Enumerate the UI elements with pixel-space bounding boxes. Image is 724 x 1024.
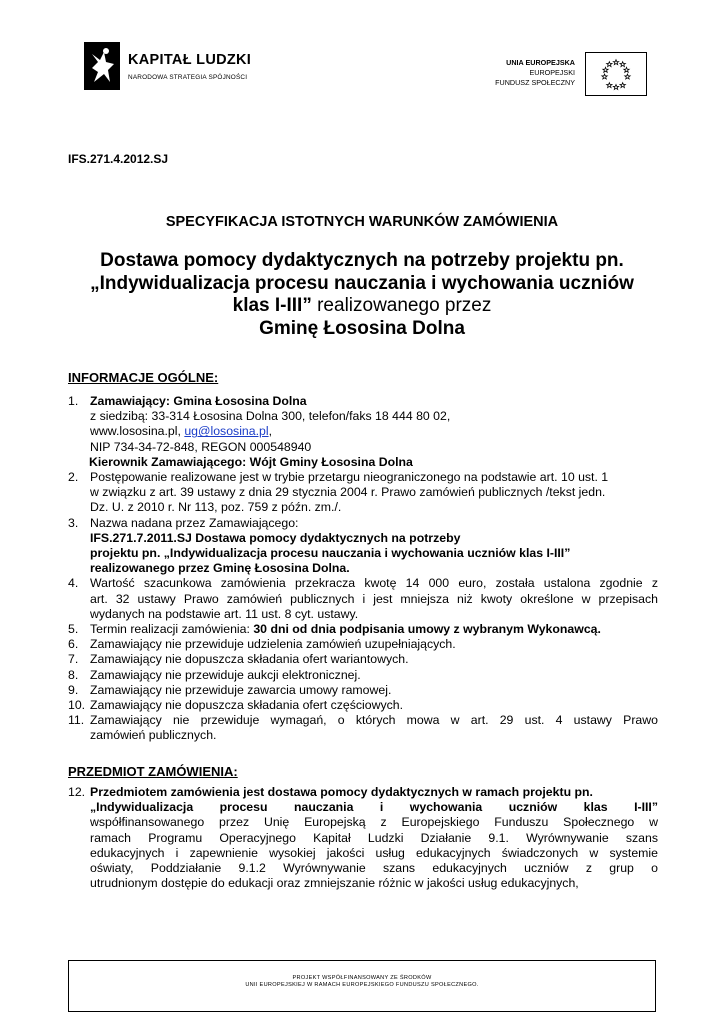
kapital-ludzki-subtitle: NARODOWA STRATEGIA SPÓJNOŚCI (128, 74, 248, 81)
item-text: Zamawiający nie dopuszcza składania ofert wariantowych. (90, 652, 409, 667)
item-text: Zamawiający nie przewiduje wymagań, o których mowa w art. 29 ust. 4 ustawy Prawo (90, 713, 658, 728)
footer-line-2: UNII EUROPEJSKIEJ W RAMACH EUROPEJSKIEGO FUNDUSZU SPOŁECZNEGO. (245, 982, 479, 988)
item-text: Zamawiający nie przewiduje zawarcia umowy ramowej. (90, 682, 392, 697)
item-text: Kierownik Zamawiającego: Wójt Gminy Łososina Dolna (89, 454, 413, 469)
list-item (68, 683, 658, 698)
website-text: www.lososina.pl, (90, 424, 185, 439)
section-heading-general: INFORMACJE OGÓLNE: (68, 370, 219, 385)
item-text: edukacyjnych i zapewnienie wysokiej jakości usług edukacyjnych świadczonych w systemie (90, 845, 658, 860)
list-item (68, 394, 658, 470)
item-text (90, 622, 658, 637)
item-text-label: Termin realizacji zamówienia: (90, 622, 254, 637)
item-text: ramach Programu Operacyjnego Kapitał Ludzki Działanie 9.1. Wyrównywanie szans (90, 830, 658, 845)
item-text-value: 30 dni od dnia podpisania umowy z wybranym Wykonawcą. (253, 622, 601, 637)
title-line-3 (70, 295, 654, 318)
list-item (68, 652, 658, 667)
item-text: Wartość szacunkowa zamówienia przekracza kwotę 14 000 euro, została ustalona zgodnie z (90, 576, 658, 591)
page-footer (68, 960, 656, 1012)
item-text: „Indywidualizacja procesu nauczania i wychowania uczniów klas I-III” (90, 800, 658, 815)
item-number: 5. (68, 622, 79, 637)
title-line-1: Dostawa pomocy dydaktycznych na potrzeby projektu pn. (100, 250, 624, 271)
item-number: 1. (68, 394, 79, 408)
list-item (68, 785, 658, 891)
title-line-3b: realizowanego przez (317, 295, 492, 316)
item-text: NIP 734-34-72-848, REGON 000548940 (90, 439, 312, 454)
item-number: 11. (68, 713, 85, 728)
kapital-ludzki-emblem-icon (84, 42, 120, 90)
eu-flag-icon (585, 52, 647, 96)
comma-text: , (268, 424, 273, 439)
item-text: w związku z art. 39 ustawy z dnia 29 stycznia 2004 r. Prawo zamówień publicznych /tekst jedn. (90, 485, 606, 500)
list-item (68, 622, 658, 637)
section-heading-subject: PRZEDMIOT ZAMÓWIENIA: (68, 764, 238, 779)
general-info-list (68, 394, 658, 744)
eu-logo-text (495, 58, 575, 88)
eu-line-2: EUROPEJSKI (529, 68, 575, 77)
item-text: oświaty, Poddziałanie 9.1.2 Wyrównywanie szans edukacyjnych uczniów z grup o (90, 861, 658, 876)
item-number: 10. (68, 698, 86, 713)
title-line-4: Gminę Łososina Dolna (259, 317, 465, 339)
item-text: IFS.271.7.2011.SJ Dostawa pomocy dydaktycznych na potrzeby (90, 530, 461, 545)
item-number: 2. (68, 470, 79, 485)
item-text: wydanych na podstawie art. 11 ust. 8 cyt. ustawy. (90, 606, 359, 621)
item-number: 8. (68, 667, 79, 682)
list-item (68, 637, 658, 652)
title-line-2: „Indywidualizacja procesu nauczania i wychowania uczniów (90, 272, 634, 294)
item-text: Zamawiający nie dopuszcza składania ofert częściowych. (90, 698, 404, 713)
document-title (70, 250, 654, 340)
item-text (90, 424, 658, 439)
list-item (68, 713, 658, 743)
item-text: z siedzibą: 33-314 Łososina Dolna 300, telefon/faks 18 444 80 02, (90, 409, 451, 424)
list-item (68, 470, 658, 516)
list-item (68, 516, 658, 577)
item-number: 3. (68, 515, 79, 530)
item-text: Dz. U. z 2010 r. Nr 113, poz. 759 z późn. zm./. (90, 500, 342, 515)
subject-list (68, 785, 658, 891)
kapital-ludzki-title: KAPITAŁ LUDZKI (128, 52, 252, 68)
specification-heading: SPECYFIKACJA ISTOTNYCH WARUNKÓW ZAMÓWIENIA (165, 214, 559, 230)
item-text: projektu pn. „Indywidualizacja procesu nauczania i wychowania uczniów klas I-III” (90, 546, 571, 561)
footer-line-1: PROJEKT WSPÓŁFINANSOWANY ZE ŚRODKÓW (292, 975, 432, 981)
item-text: Zamawiający nie przewiduje aukcji elektronicznej. (90, 667, 361, 682)
item-number: 7. (68, 652, 79, 667)
item-number: 4. (68, 576, 79, 591)
item-number: 6. (68, 637, 79, 652)
item-number: 9. (68, 682, 79, 697)
item-text: Nazwa nadana przez Zamawiającego: (90, 515, 299, 530)
item-text: Przedmiotem zamówienia jest dostawa pomocy dydaktycznych w ramach projektu pn. (90, 785, 593, 799)
item-text: Zamawiający: Gmina Łososina Dolna (90, 394, 307, 408)
item-text: Postępowanie realizowane jest w trybie przetargu nieograniczonego na podstawie art. 10 ust. 1 (90, 470, 609, 485)
item-text: Zamawiający nie przewiduje udzielenia zamówień uzupełniających. (90, 637, 456, 652)
reference-number: IFS.271.4.2012.SJ (68, 152, 169, 166)
title-line-3a: klas I-III” (232, 295, 312, 316)
email-link[interactable]: ug@lososina.pl (184, 424, 269, 439)
item-text: utrudnionym dostępie do edukacji oraz zmniejszanie różnic w jakości usług edukacyjnych, (90, 876, 579, 891)
item-text: współfinansowanego przez Unię Europejską z Europejskiego Funduszu Społecznego w (90, 815, 658, 830)
item-number: 12. (68, 785, 86, 799)
eu-line-3: FUNDUSZ SPOŁECZNY (495, 78, 575, 87)
kapital-ludzki-logo (84, 42, 264, 92)
item-text: zamówień publicznych. (90, 728, 217, 743)
list-item (68, 576, 658, 622)
list-item (68, 698, 658, 713)
item-text: realizowanego przez Gminę Łososina Dolna. (90, 561, 350, 576)
eu-line-1: UNIA EUROPEJSKA (506, 58, 575, 67)
item-text: art. 32 ustawy Prawo zamówień publicznych i jest mniejsza niż kwoty określone w przepisach (90, 591, 658, 606)
list-item (68, 668, 658, 683)
